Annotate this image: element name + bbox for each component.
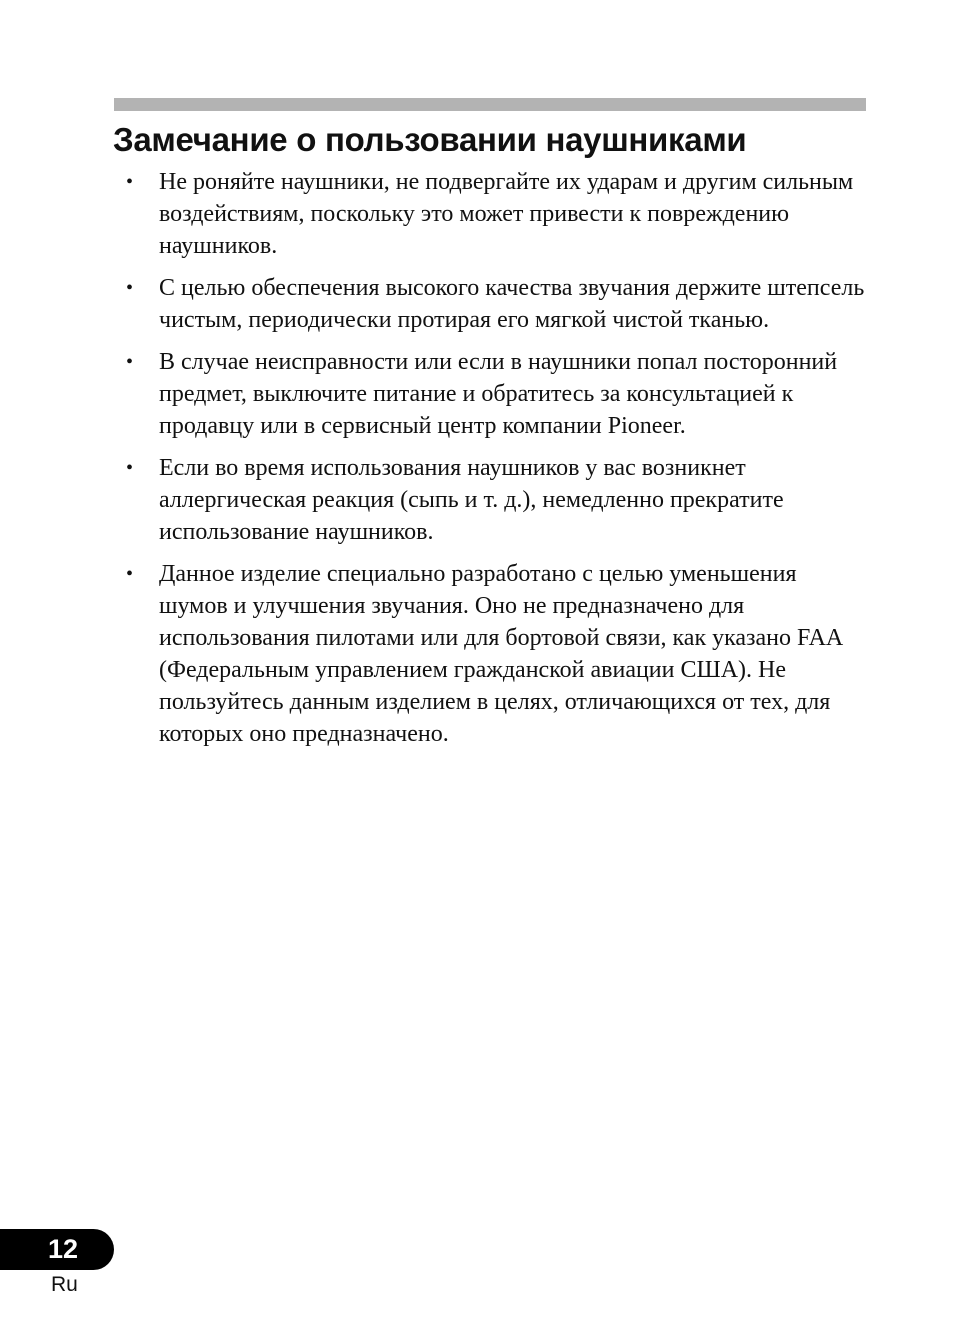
list-item: [126, 558, 866, 750]
notes-list: [126, 166, 866, 760]
list-item: [126, 452, 866, 548]
bullet-icon: •: [126, 277, 134, 299]
section-rule-bar: [114, 98, 866, 111]
list-item-text: Если во время использования наушников у вас возникнет аллергическая реакция (сыпь и т. д.), немедленно прекратите использование наушников.: [159, 455, 784, 545]
list-item-text: В случае неисправности или если в наушники попал посторонний предмет, выключите питание и обратитесь за консультацией к продавцу или в сервисный центр компании Pioneer.: [159, 349, 838, 439]
list-item-text: Не роняйте наушники, не подвергайте их ударам и другим сильным воздействиям, поскольку это может привести к повреждению наушников.: [159, 169, 854, 259]
list-item-text: Данное изделие специально разработано с целью уменьшения шумов и улучшения звучания. Оно не предназначено для использования пилотами или для бортовой связи, как указано FAA (Федеральным управлением гражданской авиации США). Не пользуйтесь данным изделием в целях, отличающихся от тех, для которых оно предназначено.: [159, 561, 842, 747]
page-number-tab: [0, 1229, 114, 1270]
bullet-icon: •: [126, 563, 134, 585]
bullet-icon: •: [126, 351, 134, 373]
list-item: [126, 272, 866, 336]
language-code: Ru: [51, 1273, 78, 1296]
bullet-icon: •: [126, 457, 134, 479]
bullet-icon: •: [126, 171, 134, 193]
list-item: [126, 166, 866, 262]
section-title: Замечание о пользовании наушниками: [113, 121, 747, 158]
list-item: [126, 346, 866, 442]
list-item-text: С целью обеспечения высокого качества звучания держите штепсель чистым, периодически протирая его мягкой чистой тканью.: [159, 275, 865, 333]
page-number: 12: [48, 1234, 79, 1264]
